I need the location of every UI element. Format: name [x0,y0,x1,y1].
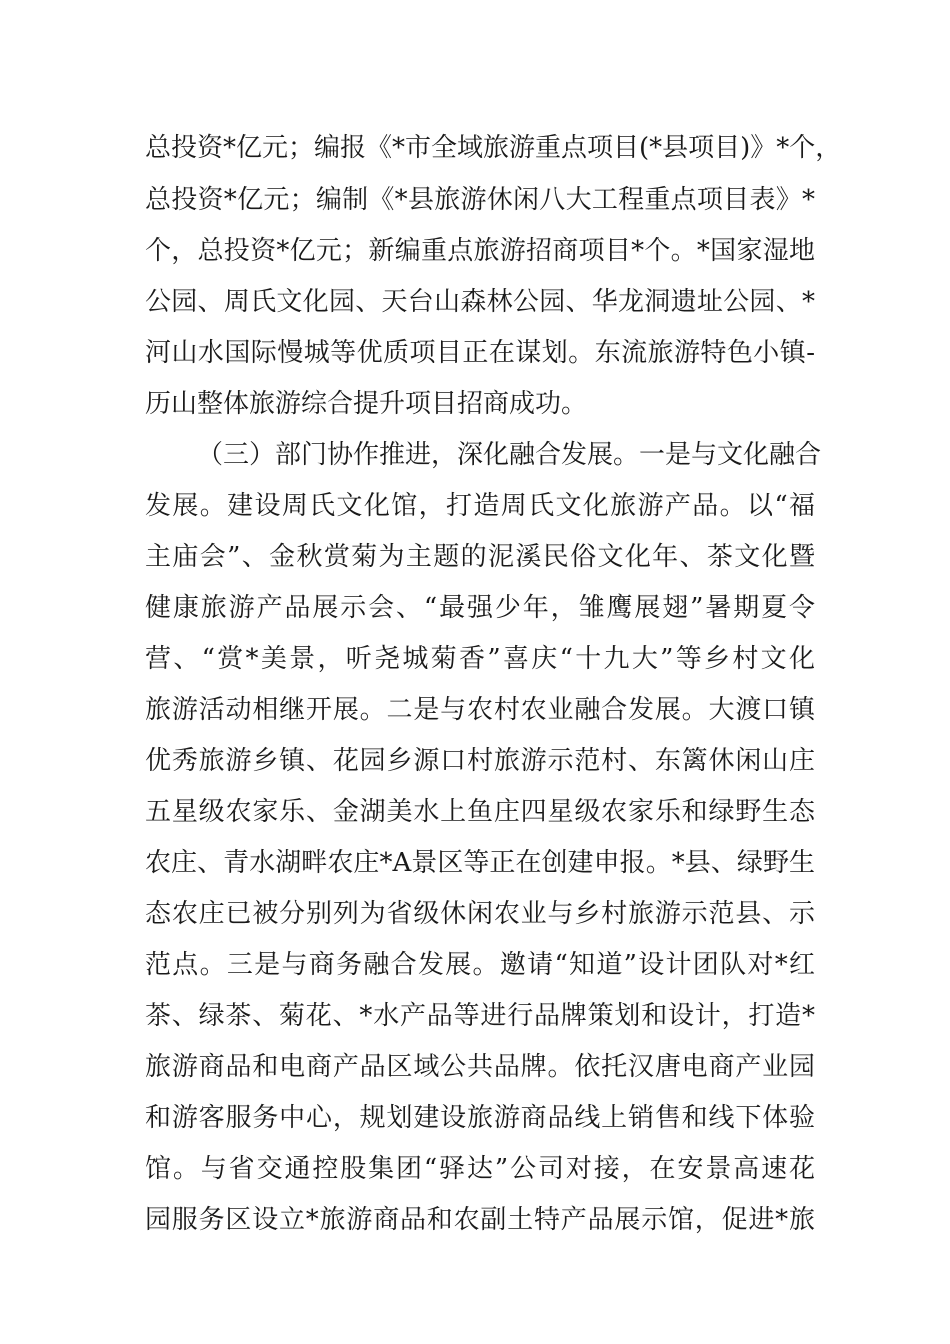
text-line: 个，总投资*亿元；新编重点旅游招商项目*个。*国家湿地 [145,236,815,266]
text-line: 农庄、青水湖畔农庄*A景区等正在创建申报。*县、绿野生 [145,848,815,878]
text-line: 公园、周氏文化园、天台山森林公园、华龙洞遗址公园、* [145,287,815,317]
text-line: 旅游活动相继开展。二是与农村农业融合发展。大渡口镇 [145,695,815,725]
text-line: 园服务区设立*旅游商品和农副土特产品展示馆，促进*旅 [145,1205,815,1235]
text-line: 馆。与省交通控股集团“驿达”公司对接，在安景高速花 [145,1154,815,1184]
text-line: 主庙会”、金秋赏菊为主题的泥溪民俗文化年、茶文化暨 [145,542,815,572]
text-line: 优秀旅游乡镇、花园乡源口村旅游示范村、东篱休闲山庄 [145,746,815,776]
section-heading-line: （三）部门协作推进，深化融合发展。一是与文化融合 [197,440,822,470]
text-line: 河山水国际慢城等优质项目正在谋划。东流旅游特色小镇- [145,338,815,368]
text-line: 营、“赏*美景，听尧城菊香”喜庆“十九大”等乡村文化 [145,644,815,674]
text-line: 态农庄已被分别列为省级休闲农业与乡村旅游示范县、示 [145,899,815,929]
text-line: 范点。三是与商务融合发展。邀请“知道”设计团队对*红 [145,950,815,980]
text-line: 总投资*亿元；编报《*市全域旅游重点项目(*县项目)》*个， [145,133,842,163]
text-line: 发展。建设周氏文化馆，打造周氏文化旅游产品。以“福 [145,491,815,521]
text-line: 旅游商品和电商产品区域公共品牌。依托汉唐电商产业园 [145,1052,815,1082]
text-line: 健康旅游产品展示会、“最强少年，雏鹰展翅”暑期夏令 [145,593,815,623]
text-line: 历山整体旅游综合提升项目招商成功。 [145,389,588,419]
text-line: 总投资*亿元；编制《*县旅游休闲八大工程重点项目表》* [145,185,815,215]
text-line: 茶、绿茶、菊花、*水产品等进行品牌策划和设计，打造* [145,1001,815,1031]
text-line: 五星级农家乐、金湖美水上鱼庄四星级农家乐和绿野生态 [145,797,815,827]
text-line: 和游客服务中心，规划建设旅游商品线上销售和线下体验 [145,1103,815,1133]
